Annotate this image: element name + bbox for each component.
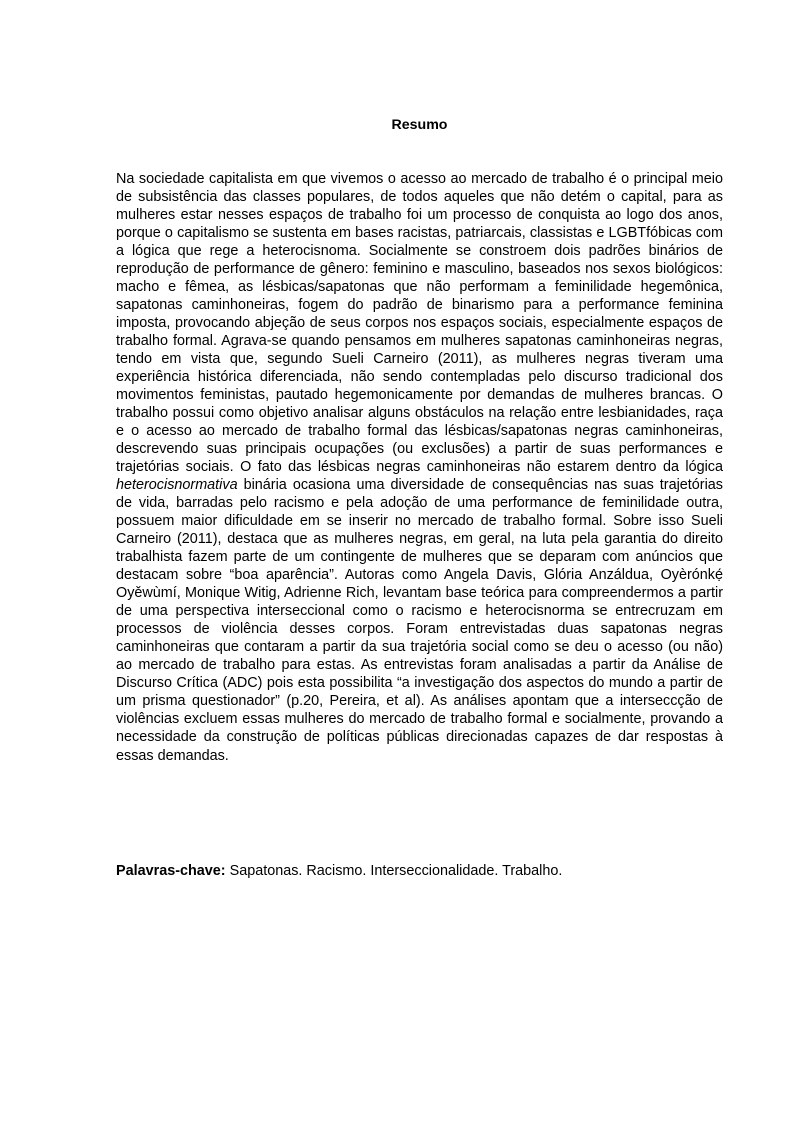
abstract-italic-term: heterocisnormativa [116, 477, 238, 494]
keywords-line [116, 862, 723, 880]
keywords-label: Palavras-chave: [116, 863, 226, 879]
page-title: Resumo [391, 117, 448, 133]
keywords-text: Sapatonas. Racismo. Interseccionalidade. Trabalho. [225, 863, 563, 879]
abstract-body [116, 170, 723, 765]
abstract-text-part1: Na sociedade capitalista em que vivemos o acesso ao mercado de trabalho é o principal meio de subsistência das classes populares, de todos aqueles que não detém o capital, para as mulheres estar nesses espaços de trabalho foi um processo de conquista ao logo dos anos, porque o capitalismo se sustenta em bases racistas, patriarcais, classistas e LGBTfóbicas com a lógica que rege a heterocisnoma. Socialmente se constroem dois padrões binários de reprodução de performance de gênero: feminino e masculino, baseados nos sexos biológicos: macho e fêmea, as lésbicas/sapatonas que não performam a feminilidade hegemônica, sapatonas caminhoneiras, fogem do padrão de binarismo para a performance feminina imposta, provocando abjeção de seus corpos nos espaços sociais, especialmente espaços de trabalho formal. Agrava-se quando pensamos em mulheres sapatonas caminhoneiras negras, tendo em vista que, segundo Sueli Carneiro (2011), as mulheres negras tiveram uma experiência histórica diferenciada, não sendo contempladas pelo discurso tradicional dos movimentos feministas, pautado hegemonicamente por demandas de mulheres brancas. O trabalho possui como objetivo analisar alguns obstáculos na relação entre lesbianidades, raça e o acesso ao mercado de trabalho formal das lésbicas/sapatonas negras caminhoneiras, descrevendo suas principais ocupações (ou exclusões) a partir de suas performances e trajetórias sociais. O fato das lésbicas negras caminhoneiras não estarem dentro da lógica [116, 171, 723, 476]
abstract-text-part2: binária ocasiona uma diversidade de consequências nas suas trajetórias de vida, barradas pelo racismo e pela adoção de uma performance de feminilidade outra, possuem maior dificuldade em se inserir no mercado de trabalho formal. Sobre isso Sueli Carneiro (2011), destaca que as mulheres negras, em geral, na luta pela garantia do direito trabalhista fazem parte de um contingente de mulheres que se deparam com anúncios que destacam sobre “boa aparência”. Autoras como Angela Davis, Glória Anzáldua, Oyèrónkẹ́ Oyěwùmí, Monique Witig, Adrienne Rich, levantam base teórica para compreendermos a partir de uma perspectiva interseccional como o racismo e heterocisnorma se entrecruzam em processos de violência desses corpos. Foram entrevistadas duas sapatonas negras caminhoneiras que contaram a partir da sua trajetória social como se deu o acesso (ou não) ao mercado de trabalho para estas. As entrevistas foram analisadas a partir da Análise de Discurso Crítica (ADC) pois esta possibilita “a investigação dos aspectos do mundo a partir de um prisma questionador” (p.20, Pereira, et al). As análises apontam que a interseccção de violências excluem essas mulheres do mercado de trabalho formal e socialmente, provando a necessidade da construção de políticas públicas direcionadas capazes de dar respostas à essas demandas. [116, 477, 723, 764]
